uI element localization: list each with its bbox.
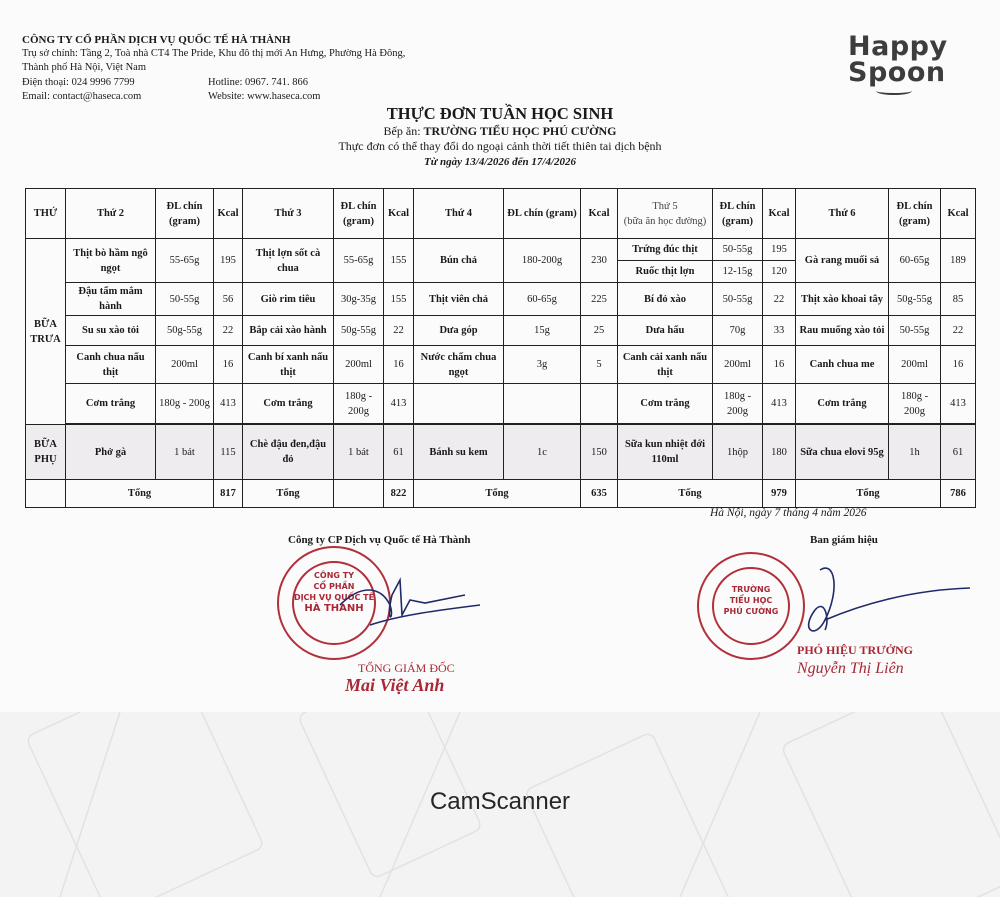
weight: 30g-35g: [334, 283, 384, 316]
empty-cell: [26, 480, 66, 508]
weight: 180g - 200g: [334, 384, 384, 424]
company-phone: Điện thoại: 024 9996 7799: [22, 76, 135, 88]
dish: Canh cải xanh nấu thịt: [618, 346, 713, 384]
kcal: 150: [581, 425, 618, 480]
weight: 180-200g: [504, 239, 581, 283]
weight: 50-55g: [156, 283, 214, 316]
kcal: 180: [763, 425, 796, 480]
dish: Phở gà: [66, 425, 156, 480]
dish: Rau muống xào tỏi: [796, 316, 889, 346]
header-thu5-sub: (bữa ăn học đường): [623, 215, 707, 227]
camscanner-brand: CamScanner: [429, 788, 571, 815]
total-kcal: 635: [581, 480, 618, 508]
header-kcal: Kcal: [941, 189, 976, 239]
vice-principal-role: PHÓ HIỆU TRƯỞNG: [797, 643, 914, 657]
kcal: 195: [763, 239, 796, 261]
dish: Chè đậu đen,đậu đỏ: [243, 425, 334, 480]
kcal: 22: [763, 283, 796, 316]
table-header-row: [26, 189, 976, 239]
company-address-2: Thành phố Hà Nội, Việt Nam: [22, 62, 146, 74]
weight: 200ml: [334, 346, 384, 384]
weight: 180g - 200g: [889, 384, 941, 424]
weight: 50-55g: [889, 316, 941, 346]
weight: 55-65g: [156, 239, 214, 283]
total-kcal: 817: [214, 480, 243, 508]
dish: Trứng đúc thịt: [618, 239, 713, 261]
weight: 1 bát: [334, 425, 384, 480]
stamp-text: TRƯỜNG: [731, 585, 771, 594]
weight: 1c: [504, 425, 581, 480]
weight: 200ml: [713, 346, 763, 384]
dish: Cơm trắng: [618, 384, 713, 424]
dish: Thịt bò hầm ngô ngọt: [66, 239, 156, 283]
dish: Canh chua me: [796, 346, 889, 384]
stamp-text: PHÚ CƯỜNG: [723, 607, 779, 616]
date-range: Từ ngày 13/4/2026 đến 17/4/2026: [423, 156, 577, 168]
stamp-text: DỊCH VỤ QUỐC TẾ: [293, 593, 375, 602]
weight: 70g: [713, 316, 763, 346]
dish: Đậu tẩm mắm hành: [66, 283, 156, 316]
dish: Dưa góp: [414, 316, 504, 346]
stamp-text: CÔNG TY: [314, 571, 354, 580]
weight: 50g-55g: [156, 316, 214, 346]
dish: Ruốc thịt lợn: [618, 261, 713, 283]
kcal: 115: [214, 425, 243, 480]
weight: 50g-55g: [334, 316, 384, 346]
header-thu5: [618, 189, 713, 239]
weight: 50-55g: [713, 283, 763, 316]
weight: 12-15g: [713, 261, 763, 283]
stamp-text: CỔ PHẦN: [313, 582, 355, 591]
kcal: 16: [214, 346, 243, 384]
dish: Canh chua nấu thịt: [66, 346, 156, 384]
director-role: TỔNG GIÁM ĐỐC: [358, 661, 455, 675]
table-row: [26, 316, 976, 346]
header-kcal: Kcal: [384, 189, 414, 239]
company-hotline: Hotline: 0967. 741. 866: [208, 76, 309, 88]
smile-icon: [876, 87, 912, 95]
header-thu3: Thứ 3: [243, 189, 334, 239]
weight: [504, 384, 581, 424]
weight: 55-65g: [334, 239, 384, 283]
dish: Thịt lợn sốt cà chua: [243, 239, 334, 283]
empty-cell: [334, 480, 384, 508]
header-weight: ĐL chín (gram): [156, 189, 214, 239]
kcal: 16: [941, 346, 976, 384]
dish: [414, 384, 504, 424]
header-kcal: Kcal: [214, 189, 243, 239]
kcal: 25: [581, 316, 618, 346]
school-signature-title: Ban giám hiệu: [810, 534, 878, 546]
weight: 3g: [504, 346, 581, 384]
kcal: 413: [763, 384, 796, 424]
header-thu4: Thứ 4: [414, 189, 504, 239]
weight: 180g - 200g: [156, 384, 214, 424]
header-thu2: Thứ 2: [66, 189, 156, 239]
dish: Bánh su kem: [414, 425, 504, 480]
kcal: 225: [581, 283, 618, 316]
dish: Bí đỏ xào: [618, 283, 713, 316]
weight: 15g: [504, 316, 581, 346]
weekly-menu-table: [25, 188, 976, 508]
kcal: 230: [581, 239, 618, 283]
director-signature: [330, 575, 490, 635]
total-label: Tổng: [66, 480, 214, 508]
total-label: Tổng: [796, 480, 941, 508]
dish: Nước chấm chua ngọt: [414, 346, 504, 384]
kcal: 413: [941, 384, 976, 424]
company-address-1: Trụ sở chính: Tầng 2, Toà nhà CT4 The Pride, Khu đô thị mới An Hưng, Phường Hà Đông,: [22, 48, 406, 60]
camscanner-footer: [0, 712, 1000, 897]
snack-label: BỮA PHỤ: [26, 425, 66, 480]
company-website: Website: www.haseca.com: [208, 90, 321, 102]
kcal: 5: [581, 346, 618, 384]
kcal: 413: [384, 384, 414, 424]
page-title: THỰC ĐƠN TUẦN HỌC SINH: [386, 104, 614, 123]
weight: 180g - 200g: [713, 384, 763, 424]
stamp-text: HÀ THÀNH: [304, 603, 364, 614]
header-weight: ĐL chín (gram): [889, 189, 941, 239]
kcal: 16: [384, 346, 414, 384]
dish: Thịt xào khoai tây: [796, 283, 889, 316]
weight: 200ml: [889, 346, 941, 384]
kcal: 22: [384, 316, 414, 346]
logo-line-1: Happy: [848, 31, 948, 62]
weight: 1 bát: [156, 425, 214, 480]
header-weight: ĐL chín (gram): [713, 189, 763, 239]
dish: Gà rang muối sả: [796, 239, 889, 283]
dish: Bắp cải xào hành: [243, 316, 334, 346]
weight: 60-65g: [889, 239, 941, 283]
kcal: 56: [214, 283, 243, 316]
total-kcal: 979: [763, 480, 796, 508]
kcal: 413: [214, 384, 243, 424]
table-row: [26, 239, 976, 261]
snack-row: [26, 425, 976, 480]
dish: Cơm trắng: [796, 384, 889, 424]
company-name: CÔNG TY CỔ PHẦN DỊCH VỤ QUỐC TẾ HÀ THÀNH: [22, 34, 291, 46]
total-kcal: 822: [384, 480, 414, 508]
dish: Cơm trắng: [66, 384, 156, 424]
total-label: Tổng: [618, 480, 763, 508]
weight: 1hộp: [713, 425, 763, 480]
kcal: 155: [384, 283, 414, 316]
kitchen-line: [300, 124, 700, 139]
header-thu5-label: Thứ 5: [652, 200, 678, 212]
weight: 200ml: [156, 346, 214, 384]
kcal: 189: [941, 239, 976, 283]
table-row: [26, 384, 976, 424]
dish: Su su xào tỏi: [66, 316, 156, 346]
lunch-label: BỮA TRƯA: [26, 239, 66, 425]
company-header: [22, 33, 405, 104]
kcal: 61: [384, 425, 414, 480]
kcal: 155: [384, 239, 414, 283]
company-email: Email: contact@haseca.com: [22, 90, 142, 102]
dish: Sữa kun nhiệt đới 110ml: [618, 425, 713, 480]
stamp-text: TIỂU HỌC: [729, 596, 773, 605]
title-block: [300, 104, 700, 170]
dish: Canh bí xanh nấu thịt: [243, 346, 334, 384]
kcal: 22: [214, 316, 243, 346]
dish: Bún chả: [414, 239, 504, 283]
kitchen-label: Bếp ăn:: [383, 124, 424, 138]
menu-note: Thực đơn có thể thay đổi do ngoại cảnh thời tiết thiên tai dịch bệnh: [338, 139, 662, 153]
kcal: 16: [763, 346, 796, 384]
dish: Dưa hấu: [618, 316, 713, 346]
dish: Thịt viên chả: [414, 283, 504, 316]
kcal: 120: [763, 261, 796, 283]
kitchen-name: TRƯỜNG TIỂU HỌC PHÚ CƯỜNG: [423, 124, 617, 138]
table-row: [26, 346, 976, 384]
header-thu: THỨ: [26, 189, 66, 239]
kcal: 195: [214, 239, 243, 283]
weight: 50g-55g: [889, 283, 941, 316]
happy-spoon-logo: [848, 31, 948, 88]
weight: 50-55g: [713, 239, 763, 261]
kcal: 22: [941, 316, 976, 346]
dish: Cơm trắng: [243, 384, 334, 424]
total-label: Tổng: [243, 480, 334, 508]
director-name: Mai Việt Anh: [345, 675, 445, 695]
dish: Sữa chua elovi 95g: [796, 425, 889, 480]
kcal: 85: [941, 283, 976, 316]
dish: Giò rim tiêu: [243, 283, 334, 316]
kcal: 33: [763, 316, 796, 346]
header-weight: ĐL chín (gram): [504, 189, 581, 239]
total-row: [26, 480, 976, 508]
vice-principal-name: Nguyễn Thị Liên: [797, 660, 904, 677]
weight: 60-65g: [504, 283, 581, 316]
header-weight: ĐL chín (gram): [334, 189, 384, 239]
total-kcal: 786: [941, 480, 976, 508]
header-kcal: Kcal: [763, 189, 796, 239]
header-thu6: Thứ 6: [796, 189, 889, 239]
signing-date: Hà Nội, ngày 7 tháng 4 năm 2026: [710, 507, 867, 519]
header-kcal: Kcal: [581, 189, 618, 239]
total-label: Tổng: [414, 480, 581, 508]
kcal: 61: [941, 425, 976, 480]
kcal: [581, 384, 618, 424]
table-row: [26, 283, 976, 316]
weight: 1h: [889, 425, 941, 480]
company-signature-title: Công ty CP Dịch vụ Quốc tế Hà Thành: [288, 534, 471, 546]
logo-line-2: Spoon: [848, 57, 946, 88]
